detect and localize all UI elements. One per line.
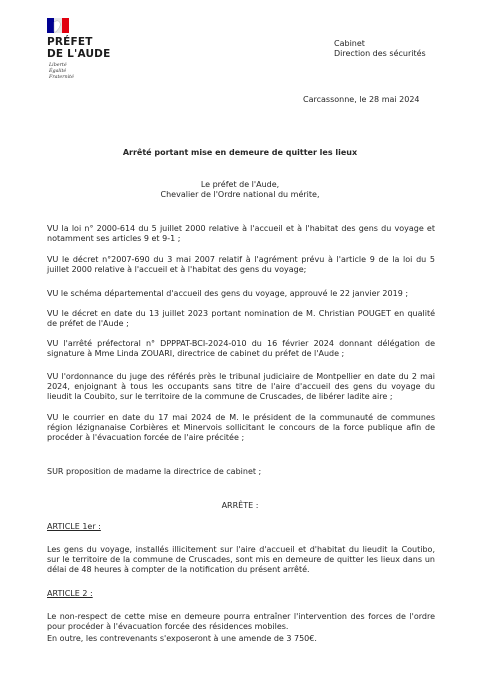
authority-line-1: Le préfet de l'Aude,	[200, 180, 280, 189]
motto-fraternite: Fraternité	[49, 75, 74, 80]
authority-line-2: Chevalier de l'Ordre national du mérite,	[160, 190, 320, 199]
article-2-text: Le non-respect de cette mise en demeure pourra entraîner l'intervention des forces de l'ordre pour procéder à l'évacuation forcée des résidences mobiles.	[47, 612, 435, 631]
consideration-decree-2007: VU le décret n°2007-690 du 3 mai 2007 relatif à l'agrément prévu à l'article 9 de la loi du 5 juillet 2000 relative à l'accueil et à l'habitat des gens du voyage;	[47, 255, 435, 274]
motto-egalite: Égalité	[49, 69, 67, 74]
consideration-law-2000: VU la loi n° 2000-614 du 5 juillet 2000 relative à l'accueil et à l'habitat des gens du voyage et notamment ses articles 9 et 9-1 ;	[47, 224, 435, 243]
prefecture-name-line1: PRÉFET	[47, 36, 93, 48]
article-1-heading: ARTICLE 1er :	[47, 522, 101, 531]
marianne-logo-icon	[47, 18, 69, 33]
motto-liberte: Liberté	[49, 63, 67, 68]
authority-block	[0, 180, 480, 200]
office-line-1: Cabinet	[334, 39, 365, 48]
consideration-departmental-scheme: VU le schéma départemental d'accueil des gens du voyage, approuvé le 22 janvier 2019 ;	[47, 289, 409, 298]
consideration-court-order: VU l'ordonnance du juge des référés près le tribunal judiciaire de Montpellier en date du 2 mai 2024, enjoignant à tous les occupants sans titre de l'aire d'accueil des gens du voyage du lieudit la Coubito, sur le territoire de la commune de Cruscades, de libérer ladite aire ;	[47, 372, 435, 401]
office-line-2: Direction des sécurités	[334, 49, 426, 58]
decree-heading: ARRÊTE :	[221, 501, 259, 510]
consideration-proposal: SUR proposition de madame la directrice de cabinet ;	[47, 467, 262, 476]
prefecture-name	[47, 37, 110, 60]
article-2-fine-text: En outre, les contrevenants s'exposeront à une amende de 3 750€.	[47, 634, 317, 643]
consideration-prefect-nomination: VU le décret en date du 13 juillet 2023 portant nomination de M. Christian POUGET en qualité de préfet de l'Aude ;	[47, 309, 435, 328]
consideration-community-letter: VU le courrier en date du 17 mai 2024 de M. le président de la communauté de communes région lézignanaise Corbières et Minervois sollicitant le concours de la force publique afin de procéder à l'évacuation forcée de l'aire précitée ;	[47, 413, 435, 442]
republic-motto	[49, 63, 74, 81]
document-title: Arrêté portant mise en demeure de quitter les lieux	[122, 148, 358, 157]
issuing-office	[334, 39, 426, 59]
article-1-text: Les gens du voyage, installés illicitement sur l'aire d'accueil et d'habitat du lieudit la Coutibo, sur le territoire de la commune de Cruscades, sont mis en demeure de quitter les lieux dans un délai de 48 heures à compter de la notification du présent arrêté.	[47, 545, 435, 574]
article-2-heading: ARTICLE 2 :	[47, 589, 93, 598]
consideration-signature-delegation: VU l'arrêté préfectoral n° DPPPAT-BCI-2024-010 du 16 février 2024 donnant délégation de signature à Mme Linda ZOUARI, directrice de cabinet du préfet de l'Aude ;	[47, 339, 435, 358]
prefecture-name-line2: DE L'AUDE	[47, 47, 111, 60]
place-and-date: Carcassonne, le 28 mai 2024	[303, 95, 420, 104]
